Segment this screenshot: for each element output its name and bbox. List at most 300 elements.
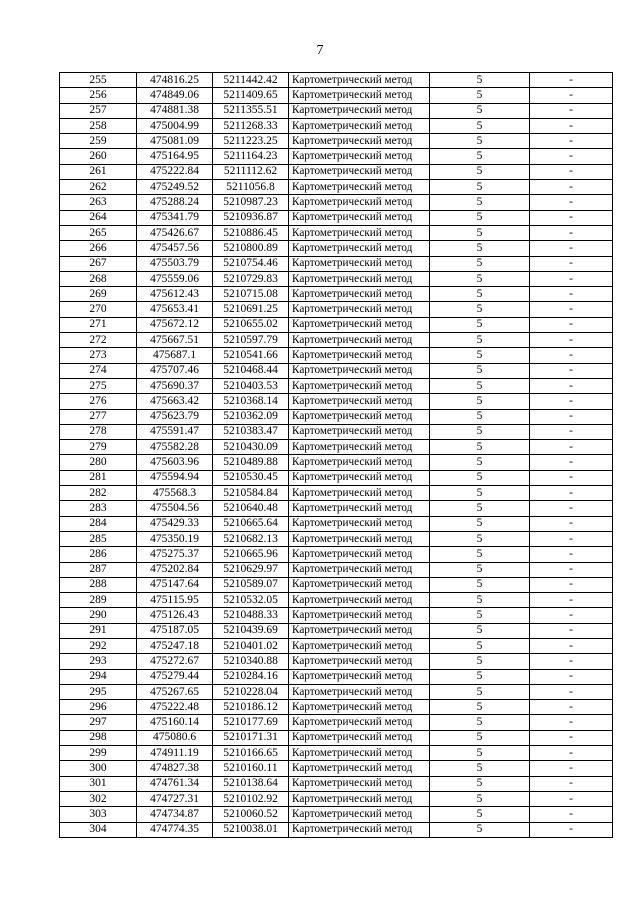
point-number-cell: 259 xyxy=(60,134,137,149)
table-row xyxy=(60,455,613,470)
y-coordinate-cell: 5210665.96 xyxy=(213,547,289,562)
method-cell: Картометрический метод xyxy=(289,394,430,409)
accuracy-cell: 5 xyxy=(430,149,530,164)
method-cell: Картометрический метод xyxy=(289,531,430,546)
x-coordinate-cell: 475623.79 xyxy=(137,409,213,424)
method-cell: Картометрический метод xyxy=(289,700,430,715)
accuracy-cell: 5 xyxy=(430,516,530,531)
y-coordinate-cell: 5210532.05 xyxy=(213,593,289,608)
point-number-cell: 262 xyxy=(60,180,137,195)
x-coordinate-cell: 475187.05 xyxy=(137,623,213,638)
y-coordinate-cell: 5210729.83 xyxy=(213,271,289,286)
accuracy-cell: 5 xyxy=(430,88,530,103)
note-cell: - xyxy=(530,608,613,623)
table-row xyxy=(60,317,613,332)
accuracy-cell: 5 xyxy=(430,593,530,608)
table-row xyxy=(60,501,613,516)
point-number-cell: 274 xyxy=(60,363,137,378)
table-row xyxy=(60,256,613,271)
table-row xyxy=(60,822,613,837)
x-coordinate-cell: 475279.44 xyxy=(137,669,213,684)
table-row xyxy=(60,593,613,608)
y-coordinate-cell: 5210597.79 xyxy=(213,333,289,348)
point-number-cell: 287 xyxy=(60,562,137,577)
x-coordinate-cell: 475341.79 xyxy=(137,210,213,225)
y-coordinate-cell: 5211164.23 xyxy=(213,149,289,164)
note-cell: - xyxy=(530,149,613,164)
accuracy-cell: 5 xyxy=(430,761,530,776)
accuracy-cell: 5 xyxy=(430,562,530,577)
method-cell: Картометрический метод xyxy=(289,134,430,149)
point-number-cell: 272 xyxy=(60,333,137,348)
note-cell: - xyxy=(530,807,613,822)
x-coordinate-cell: 475115.95 xyxy=(137,593,213,608)
x-coordinate-cell: 475612.43 xyxy=(137,287,213,302)
x-coordinate-cell: 475247.18 xyxy=(137,638,213,653)
table-row xyxy=(60,409,613,424)
table-row xyxy=(60,302,613,317)
point-number-cell: 269 xyxy=(60,287,137,302)
method-cell: Картометрический метод xyxy=(289,516,430,531)
accuracy-cell: 5 xyxy=(430,73,530,88)
point-number-cell: 291 xyxy=(60,623,137,638)
y-coordinate-cell: 5210691.25 xyxy=(213,302,289,317)
point-number-cell: 267 xyxy=(60,256,137,271)
method-cell: Картометрический метод xyxy=(289,409,430,424)
x-coordinate-cell: 475350.19 xyxy=(137,531,213,546)
method-cell: Картометрический метод xyxy=(289,455,430,470)
method-cell: Картометрический метод xyxy=(289,348,430,363)
y-coordinate-cell: 5210160.11 xyxy=(213,761,289,776)
method-cell: Картометрический метод xyxy=(289,440,430,455)
y-coordinate-cell: 5210936.87 xyxy=(213,210,289,225)
x-coordinate-cell: 474816.25 xyxy=(137,73,213,88)
point-number-cell: 279 xyxy=(60,440,137,455)
y-coordinate-cell: 5210166.65 xyxy=(213,746,289,761)
table-row xyxy=(60,363,613,378)
accuracy-cell: 5 xyxy=(430,470,530,485)
y-coordinate-cell: 5210541.66 xyxy=(213,348,289,363)
point-number-cell: 299 xyxy=(60,746,137,761)
note-cell: - xyxy=(530,531,613,546)
x-coordinate-cell: 474727.31 xyxy=(137,791,213,806)
accuracy-cell: 5 xyxy=(430,164,530,179)
x-coordinate-cell: 474911.19 xyxy=(137,746,213,761)
y-coordinate-cell: 5211268.33 xyxy=(213,118,289,133)
note-cell: - xyxy=(530,73,613,88)
y-coordinate-cell: 5210186.12 xyxy=(213,700,289,715)
x-coordinate-cell: 474827.38 xyxy=(137,761,213,776)
table-row xyxy=(60,470,613,485)
x-coordinate-cell: 475672.12 xyxy=(137,317,213,332)
table-row xyxy=(60,562,613,577)
method-cell: Картометрический метод xyxy=(289,317,430,332)
accuracy-cell: 5 xyxy=(430,118,530,133)
method-cell: Картометрический метод xyxy=(289,256,430,271)
y-coordinate-cell: 5210060.52 xyxy=(213,807,289,822)
y-coordinate-cell: 5210800.89 xyxy=(213,241,289,256)
note-cell: - xyxy=(530,164,613,179)
note-cell: - xyxy=(530,638,613,653)
y-coordinate-cell: 5211112.62 xyxy=(213,164,289,179)
note-cell: - xyxy=(530,715,613,730)
x-coordinate-cell: 475267.65 xyxy=(137,684,213,699)
x-coordinate-cell: 475429.33 xyxy=(137,516,213,531)
method-cell: Картометрический метод xyxy=(289,562,430,577)
note-cell: - xyxy=(530,241,613,256)
y-coordinate-cell: 5210340.88 xyxy=(213,654,289,669)
point-number-cell: 277 xyxy=(60,409,137,424)
table-row xyxy=(60,333,613,348)
method-cell: Картометрический метод xyxy=(289,195,430,210)
method-cell: Картометрический метод xyxy=(289,241,430,256)
note-cell: - xyxy=(530,409,613,424)
table-row xyxy=(60,608,613,623)
table-row xyxy=(60,210,613,225)
accuracy-cell: 5 xyxy=(430,440,530,455)
method-cell: Картометрический метод xyxy=(289,746,430,761)
note-cell: - xyxy=(530,547,613,562)
note-cell: - xyxy=(530,103,613,118)
method-cell: Картометрический метод xyxy=(289,486,430,501)
point-number-cell: 255 xyxy=(60,73,137,88)
x-coordinate-cell: 475653.41 xyxy=(137,302,213,317)
accuracy-cell: 5 xyxy=(430,363,530,378)
x-coordinate-cell: 475249.52 xyxy=(137,180,213,195)
note-cell: - xyxy=(530,791,613,806)
x-coordinate-cell: 474881.38 xyxy=(137,103,213,118)
y-coordinate-cell: 5210362.09 xyxy=(213,409,289,424)
method-cell: Картометрический метод xyxy=(289,593,430,608)
method-cell: Картометрический метод xyxy=(289,638,430,653)
x-coordinate-cell: 475222.84 xyxy=(137,164,213,179)
point-number-cell: 271 xyxy=(60,317,137,332)
note-cell: - xyxy=(530,180,613,195)
accuracy-cell: 5 xyxy=(430,424,530,439)
accuracy-cell: 5 xyxy=(430,256,530,271)
y-coordinate-cell: 5210038.01 xyxy=(213,822,289,837)
y-coordinate-cell: 5210886.45 xyxy=(213,225,289,240)
table-row xyxy=(60,164,613,179)
point-number-cell: 261 xyxy=(60,164,137,179)
note-cell: - xyxy=(530,822,613,837)
note-cell: - xyxy=(530,88,613,103)
note-cell: - xyxy=(530,134,613,149)
method-cell: Картометрический метод xyxy=(289,715,430,730)
table-row xyxy=(60,424,613,439)
point-number-cell: 258 xyxy=(60,118,137,133)
method-cell: Картометрический метод xyxy=(289,547,430,562)
x-coordinate-cell: 475603.96 xyxy=(137,455,213,470)
accuracy-cell: 5 xyxy=(430,531,530,546)
table-row xyxy=(60,700,613,715)
y-coordinate-cell: 5210715.08 xyxy=(213,287,289,302)
note-cell: - xyxy=(530,746,613,761)
method-cell: Картометрический метод xyxy=(289,103,430,118)
y-coordinate-cell: 5210682.13 xyxy=(213,531,289,546)
y-coordinate-cell: 5210655.02 xyxy=(213,317,289,332)
method-cell: Картометрический метод xyxy=(289,791,430,806)
x-coordinate-cell: 475667.51 xyxy=(137,333,213,348)
accuracy-cell: 5 xyxy=(430,501,530,516)
method-cell: Картометрический метод xyxy=(289,822,430,837)
method-cell: Картометрический метод xyxy=(289,424,430,439)
accuracy-cell: 5 xyxy=(430,746,530,761)
point-number-cell: 256 xyxy=(60,88,137,103)
method-cell: Картометрический метод xyxy=(289,333,430,348)
y-coordinate-cell: 5210430.09 xyxy=(213,440,289,455)
x-coordinate-cell: 475126.43 xyxy=(137,608,213,623)
table-row xyxy=(60,577,613,592)
point-number-cell: 296 xyxy=(60,700,137,715)
y-coordinate-cell: 5211223.25 xyxy=(213,134,289,149)
note-cell: - xyxy=(530,593,613,608)
accuracy-cell: 5 xyxy=(430,241,530,256)
accuracy-cell: 5 xyxy=(430,654,530,669)
x-coordinate-cell: 475080.6 xyxy=(137,730,213,745)
note-cell: - xyxy=(530,195,613,210)
y-coordinate-cell: 5210589.07 xyxy=(213,577,289,592)
accuracy-cell: 5 xyxy=(430,807,530,822)
table-row xyxy=(60,88,613,103)
point-number-cell: 260 xyxy=(60,149,137,164)
point-number-cell: 295 xyxy=(60,684,137,699)
x-coordinate-cell: 475147.64 xyxy=(137,577,213,592)
y-coordinate-cell: 5210228.04 xyxy=(213,684,289,699)
table-row xyxy=(60,715,613,730)
x-coordinate-cell: 475591.47 xyxy=(137,424,213,439)
note-cell: - xyxy=(530,455,613,470)
note-cell: - xyxy=(530,424,613,439)
point-number-cell: 273 xyxy=(60,348,137,363)
x-coordinate-cell: 475582.28 xyxy=(137,440,213,455)
y-coordinate-cell: 5210401.02 xyxy=(213,638,289,653)
note-cell: - xyxy=(530,348,613,363)
y-coordinate-cell: 5210640.48 xyxy=(213,501,289,516)
table-row xyxy=(60,791,613,806)
point-number-cell: 284 xyxy=(60,516,137,531)
method-cell: Картометрический метод xyxy=(289,669,430,684)
method-cell: Картометрический метод xyxy=(289,761,430,776)
table-row xyxy=(60,118,613,133)
accuracy-cell: 5 xyxy=(430,455,530,470)
note-cell: - xyxy=(530,577,613,592)
note-cell: - xyxy=(530,317,613,332)
accuracy-cell: 5 xyxy=(430,791,530,806)
table-row xyxy=(60,73,613,88)
point-number-cell: 257 xyxy=(60,103,137,118)
table-row xyxy=(60,746,613,761)
point-number-cell: 303 xyxy=(60,807,137,822)
accuracy-cell: 5 xyxy=(430,638,530,653)
point-number-cell: 302 xyxy=(60,791,137,806)
x-coordinate-cell: 475222.48 xyxy=(137,700,213,715)
table-row xyxy=(60,134,613,149)
x-coordinate-cell: 474761.34 xyxy=(137,776,213,791)
point-number-cell: 282 xyxy=(60,486,137,501)
y-coordinate-cell: 5210468.44 xyxy=(213,363,289,378)
y-coordinate-cell: 5210584.84 xyxy=(213,486,289,501)
x-coordinate-cell: 475004.99 xyxy=(137,118,213,133)
accuracy-cell: 5 xyxy=(430,134,530,149)
x-coordinate-cell: 475568.3 xyxy=(137,486,213,501)
note-cell: - xyxy=(530,302,613,317)
y-coordinate-cell: 5211056.8 xyxy=(213,180,289,195)
accuracy-cell: 5 xyxy=(430,700,530,715)
method-cell: Картометрический метод xyxy=(289,501,430,516)
method-cell: Картометрический метод xyxy=(289,363,430,378)
method-cell: Картометрический метод xyxy=(289,807,430,822)
point-number-cell: 297 xyxy=(60,715,137,730)
y-coordinate-cell: 5210488.33 xyxy=(213,608,289,623)
point-number-cell: 289 xyxy=(60,593,137,608)
point-number-cell: 294 xyxy=(60,669,137,684)
method-cell: Картометрический метод xyxy=(289,470,430,485)
x-coordinate-cell: 475288.24 xyxy=(137,195,213,210)
accuracy-cell: 5 xyxy=(430,577,530,592)
y-coordinate-cell: 5210489.88 xyxy=(213,455,289,470)
y-coordinate-cell: 5210138.64 xyxy=(213,776,289,791)
accuracy-cell: 5 xyxy=(430,317,530,332)
accuracy-cell: 5 xyxy=(430,608,530,623)
x-coordinate-cell: 475504.56 xyxy=(137,501,213,516)
y-coordinate-cell: 5210368.14 xyxy=(213,394,289,409)
x-coordinate-cell: 475426.67 xyxy=(137,225,213,240)
point-number-cell: 304 xyxy=(60,822,137,837)
table-row xyxy=(60,241,613,256)
table-row xyxy=(60,761,613,776)
table-row xyxy=(60,638,613,653)
method-cell: Картометрический метод xyxy=(289,88,430,103)
point-number-cell: 275 xyxy=(60,378,137,393)
x-coordinate-cell: 475663.42 xyxy=(137,394,213,409)
note-cell: - xyxy=(530,118,613,133)
y-coordinate-cell: 5210284.16 xyxy=(213,669,289,684)
point-number-cell: 264 xyxy=(60,210,137,225)
point-number-cell: 263 xyxy=(60,195,137,210)
accuracy-cell: 5 xyxy=(430,623,530,638)
x-coordinate-cell: 475707.46 xyxy=(137,363,213,378)
point-number-cell: 266 xyxy=(60,241,137,256)
y-coordinate-cell: 5210629.97 xyxy=(213,562,289,577)
y-coordinate-cell: 5210665.64 xyxy=(213,516,289,531)
note-cell: - xyxy=(530,700,613,715)
point-number-cell: 292 xyxy=(60,638,137,653)
point-number-cell: 298 xyxy=(60,730,137,745)
method-cell: Картометрический метод xyxy=(289,378,430,393)
accuracy-cell: 5 xyxy=(430,378,530,393)
point-number-cell: 268 xyxy=(60,271,137,286)
accuracy-cell: 5 xyxy=(430,195,530,210)
method-cell: Картометрический метод xyxy=(289,623,430,638)
table-row xyxy=(60,669,613,684)
x-coordinate-cell: 475559.06 xyxy=(137,271,213,286)
note-cell: - xyxy=(530,225,613,240)
point-number-cell: 276 xyxy=(60,394,137,409)
accuracy-cell: 5 xyxy=(430,547,530,562)
point-number-cell: 300 xyxy=(60,761,137,776)
x-coordinate-cell: 475202.84 xyxy=(137,562,213,577)
x-coordinate-cell: 475164.95 xyxy=(137,149,213,164)
note-cell: - xyxy=(530,669,613,684)
accuracy-cell: 5 xyxy=(430,394,530,409)
accuracy-cell: 5 xyxy=(430,103,530,118)
y-coordinate-cell: 5210383.47 xyxy=(213,424,289,439)
coordinates-table xyxy=(59,72,613,838)
method-cell: Картометрический метод xyxy=(289,73,430,88)
point-number-cell: 288 xyxy=(60,577,137,592)
accuracy-cell: 5 xyxy=(430,486,530,501)
note-cell: - xyxy=(530,730,613,745)
note-cell: - xyxy=(530,623,613,638)
accuracy-cell: 5 xyxy=(430,348,530,363)
y-coordinate-cell: 5210987.23 xyxy=(213,195,289,210)
table-row xyxy=(60,271,613,286)
x-coordinate-cell: 475160.14 xyxy=(137,715,213,730)
y-coordinate-cell: 5210177.69 xyxy=(213,715,289,730)
method-cell: Картометрический метод xyxy=(289,654,430,669)
note-cell: - xyxy=(530,210,613,225)
note-cell: - xyxy=(530,562,613,577)
x-coordinate-cell: 475457.56 xyxy=(137,241,213,256)
note-cell: - xyxy=(530,378,613,393)
table-row xyxy=(60,684,613,699)
x-coordinate-cell: 475081.09 xyxy=(137,134,213,149)
table-row xyxy=(60,378,613,393)
method-cell: Картометрический метод xyxy=(289,302,430,317)
y-coordinate-cell: 5210171.31 xyxy=(213,730,289,745)
page-number: 7 xyxy=(316,43,324,58)
table-row xyxy=(60,348,613,363)
accuracy-cell: 5 xyxy=(430,210,530,225)
note-cell: - xyxy=(530,394,613,409)
x-coordinate-cell: 474774.35 xyxy=(137,822,213,837)
accuracy-cell: 5 xyxy=(430,302,530,317)
note-cell: - xyxy=(530,501,613,516)
accuracy-cell: 5 xyxy=(430,271,530,286)
y-coordinate-cell: 5211355.51 xyxy=(213,103,289,118)
point-number-cell: 285 xyxy=(60,531,137,546)
x-coordinate-cell: 475503.79 xyxy=(137,256,213,271)
method-cell: Картометрический метод xyxy=(289,210,430,225)
accuracy-cell: 5 xyxy=(430,669,530,684)
x-coordinate-cell: 475272.67 xyxy=(137,654,213,669)
x-coordinate-cell: 474734.87 xyxy=(137,807,213,822)
y-coordinate-cell: 5210102.92 xyxy=(213,791,289,806)
table-row xyxy=(60,807,613,822)
table-row xyxy=(60,654,613,669)
table-row xyxy=(60,180,613,195)
accuracy-cell: 5 xyxy=(430,776,530,791)
point-number-cell: 283 xyxy=(60,501,137,516)
table-row xyxy=(60,394,613,409)
coordinates-table-body xyxy=(60,73,613,838)
note-cell: - xyxy=(530,684,613,699)
note-cell: - xyxy=(530,363,613,378)
table-row xyxy=(60,440,613,455)
note-cell: - xyxy=(530,761,613,776)
point-number-cell: 286 xyxy=(60,547,137,562)
table-row xyxy=(60,103,613,118)
table-row xyxy=(60,623,613,638)
accuracy-cell: 5 xyxy=(430,684,530,699)
point-number-cell: 301 xyxy=(60,776,137,791)
accuracy-cell: 5 xyxy=(430,409,530,424)
table-row xyxy=(60,531,613,546)
method-cell: Картометрический метод xyxy=(289,118,430,133)
accuracy-cell: 5 xyxy=(430,333,530,348)
x-coordinate-cell: 474849.06 xyxy=(137,88,213,103)
